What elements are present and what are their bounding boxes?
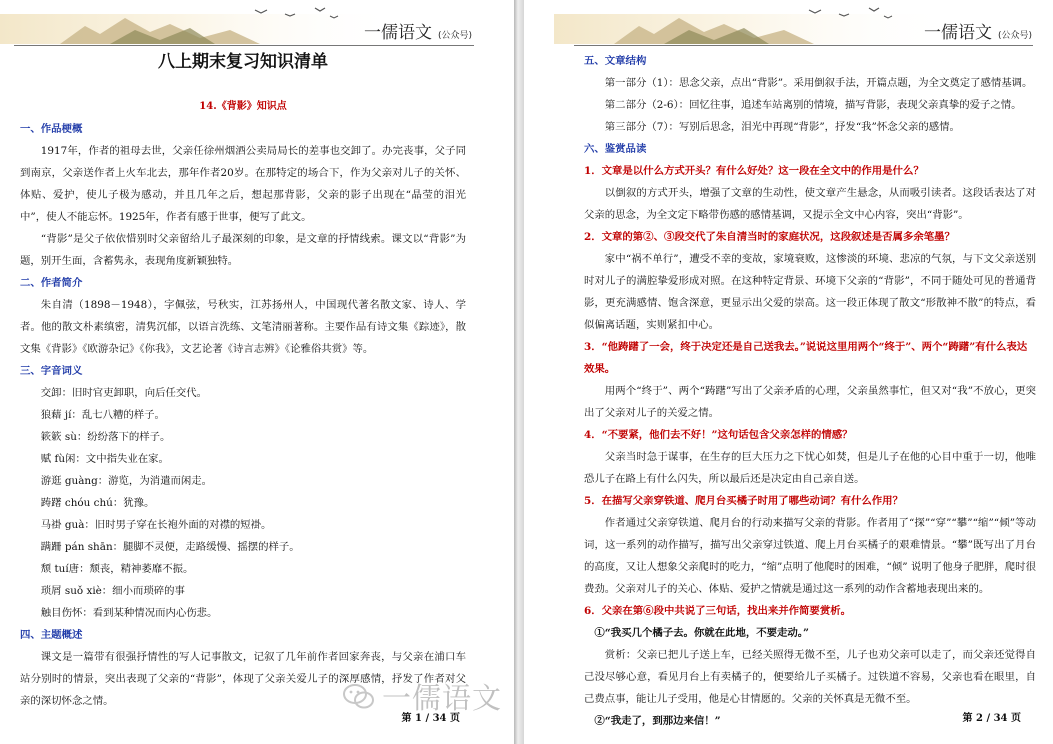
- page-number: 第 2 / 34 页: [962, 713, 1021, 724]
- document-title: 八上期末复习知识清单: [158, 52, 328, 72]
- question: 6．父亲在第⑥段中共说了三句话，找出来并作简要赏析。: [584, 605, 851, 617]
- question: 3．“他踌躇了一会，终于决定还是自己送我去。”说说这里用两个“终于”、两个“踌躇”有什么表达效果。: [584, 341, 1028, 375]
- document-page-1: [0, 0, 514, 744]
- vocab-item: 马褂 guà：旧时男子穿在长袍外面的对襟的短褂。: [40, 519, 272, 531]
- vocab-item: 触目伤怀：看到某种情况而内心伤悲。: [40, 607, 218, 619]
- structure-item: 第一部分（1）：思念父亲，点出“背影”。采用倒叙手法，开篇点题，为全文奠定了感情基调。: [604, 77, 1033, 89]
- question: 2．文章的第②、③段交代了朱自清当时的家庭状况，这段叙述是否属多余笔墨？: [584, 231, 955, 243]
- question: 5．在描写父亲穿铁道、爬月台买橘子时用了哪些动词？有什么作用？: [584, 495, 903, 507]
- quote: ②“我走了，到那边来信！”: [594, 715, 721, 727]
- page-2-content: [584, 50, 1036, 732]
- question: 1．文章是以什么方式开头？有什么好处？这一段在全文中的作用是什么？: [584, 165, 924, 177]
- vocab-item: 狼藉 jí：乱七八糟的样子。: [40, 409, 165, 421]
- paragraph: 1917年，作者的祖母去世，父亲任徐州烟酒公卖局局长的差事也交卸了。办完丧事，父子同到南京，父亲送作者上火车北去，那年作者20岁。在那特定的场合下，作为父亲对儿子的关怀、体贴、爱护，使儿子极为感动，并且几年之后，想起那背影，父亲的影子出现在“晶莹的泪光中”，使人不能忘怀。1925年，作者有感于世事，便写了此文。: [20, 145, 466, 223]
- answer: 以倒叙的方式开头，增强了文章的生动性，使文章产生悬念，从而吸引读者。这段话表达了对父亲的思念，为全文定下略带伤感的感情基调，又提示全文中心内容，突出“背影”。: [584, 187, 1036, 221]
- section-heading: 四、主题概述: [20, 629, 83, 641]
- answer: 赏析：父亲已把儿子送上车，已经关照得无微不至，儿子也劝父亲可以走了，而父亲还觉得自己没尽够心意，看见月台上有卖橘子的，便要给儿子买橘子。过铁道不容易，父亲也看在眼里，自己费点事，能让儿子受用，他是心甘情愿的。父亲的关怀真是无微不至。: [584, 649, 1036, 705]
- answer: 作者通过父亲穿铁道、爬月台的行动来描写父亲的背影。作者用了“探”“穿”“攀”“缩”“倾”等动词，这一系列的动作描写，描写出父亲穿过铁道、爬上月台买橘子的艰难情景。“攀”既写出了月台的高度，又让人想象父亲爬时的吃力，“缩”点明了他爬时的困难，“倾” 说明了他身子肥胖，爬时很费劲。父亲对儿子的关心、体贴、爱护之情就是通过这一系列的动作含蓄地表现出来的。: [584, 517, 1036, 595]
- document-page-2: [524, 0, 1053, 744]
- page-header: [0, 0, 514, 48]
- section-heading: 五、文章结构: [584, 55, 647, 67]
- vocab-item: 踌躇 chóu chú：犹豫。: [40, 497, 155, 509]
- vocab-item: 蹒跚 pán shān：腿脚不灵便，走路缓慢、摇摆的样子。: [40, 541, 300, 553]
- page-number: 第 1 / 34 页: [401, 713, 460, 724]
- brand-label: 一儒语文 (公众号): [924, 23, 1033, 43]
- section-heading: 六、鉴赏品读: [584, 143, 647, 155]
- vocab-item: 赋 fù闲：文中指失业在家。: [40, 453, 169, 465]
- paragraph: “背影”是父子依依惜别时父亲留给儿子最深刻的印象，是文章的抒情线索。课文以“背影”为题，别开生面，含蓄隽永，表现角度新颖独特。: [20, 233, 466, 267]
- answer: 用两个“终于”、两个“踌躇”写出了父亲矛盾的心理，父亲虽然事忙，但又对“我”不放心，更突出了父亲对儿子的关爱之情。: [584, 385, 1036, 419]
- vocab-item: 颓 tuí唐：颓丧，精神萎靡不振。: [40, 563, 194, 575]
- vocab-item: 琐屑 suǒ xiè：细小而琐碎的事: [40, 585, 185, 597]
- vocab-item: 簌簌 sù：纷纷落下的样子。: [40, 431, 171, 443]
- header-rule: [14, 45, 474, 46]
- header-rule: [574, 45, 1033, 46]
- section-heading: 三、字音词义: [20, 365, 83, 377]
- page-gap: [514, 0, 524, 744]
- quote: ①“我买几个橘子去。你就在此地，不要走动。”: [594, 627, 809, 639]
- section-heading: 一、作品梗概: [20, 123, 83, 135]
- watermark: [342, 676, 502, 717]
- paragraph: 朱自清（1898－1948），字佩弦，号秋实，江苏扬州人，中国现代著名散文家、诗人、学者。他的散文朴素缜密，清隽沉郁，以语言洗练、文笔清丽著称。主要作品有诗文集《踪迹》，散文集《背影》《欧游杂记》《你我》，文艺论著《诗言志辨》《论雅俗共赏》等。: [20, 299, 466, 355]
- page-1-content: [20, 50, 466, 712]
- answer: 父亲当时急于谋事，在生存的巨大压力之下忧心如焚，但是儿子在他的心目中重于一切，他唯恐儿子在路上有什么闪失，所以最后还是决定由自己亲自送。: [584, 451, 1036, 485]
- lesson-title: 14.《背影》知识点: [199, 101, 287, 112]
- section-heading: 二、作者简介: [20, 277, 83, 289]
- watermark-text: 一儒语文: [382, 681, 503, 715]
- page-header: [524, 0, 1053, 48]
- structure-item: 第二部分（2-6）：回忆往事，追述车站离别的情境，描写背影，表现父亲真挚的爱子之情。: [604, 99, 1022, 111]
- vocab-item: 游逛 guàng：游览，为消遣而闲走。: [40, 475, 213, 487]
- question: 4．“不要紧，他们去不好！”这句话包含父亲怎样的情感？: [584, 429, 853, 441]
- structure-item: 第三部分（7）：写别后思念，泪光中再现“背影”，抒发“我”怀念父亲的感情。: [604, 121, 960, 133]
- paragraph: 课文是一篇带有很强抒情性的写人记事散文，记叙了几年前作者回家奔丧，与父亲在浦口车站分别时的情景，突出表现了父亲的“背影”，体现了父亲关爱儿子的深厚感情，抒发了作者对父亲的深切怀念之情。: [20, 651, 466, 707]
- answer: 家中“祸不单行”，遭受不幸的变故，家境衰败，这惨淡的环境、悲凉的气氛，与下文父亲送别时对儿子的满腔挚爱形成对照。在这种特定背景、环境下父亲的“背影”，不同于随处可见的普通背影，更充满感情、饱含深意，更显示出父爱的崇高。这一段正体现了散文“形散神不散”的特点，看似偏离话题，实则紧扣中心。: [584, 253, 1036, 331]
- wechat-icon: [342, 683, 376, 711]
- brand-label: 一儒语文 (公众号): [364, 23, 473, 43]
- vocab-item: 交卸：旧时官吏卸职，向后任交代。: [40, 387, 208, 399]
